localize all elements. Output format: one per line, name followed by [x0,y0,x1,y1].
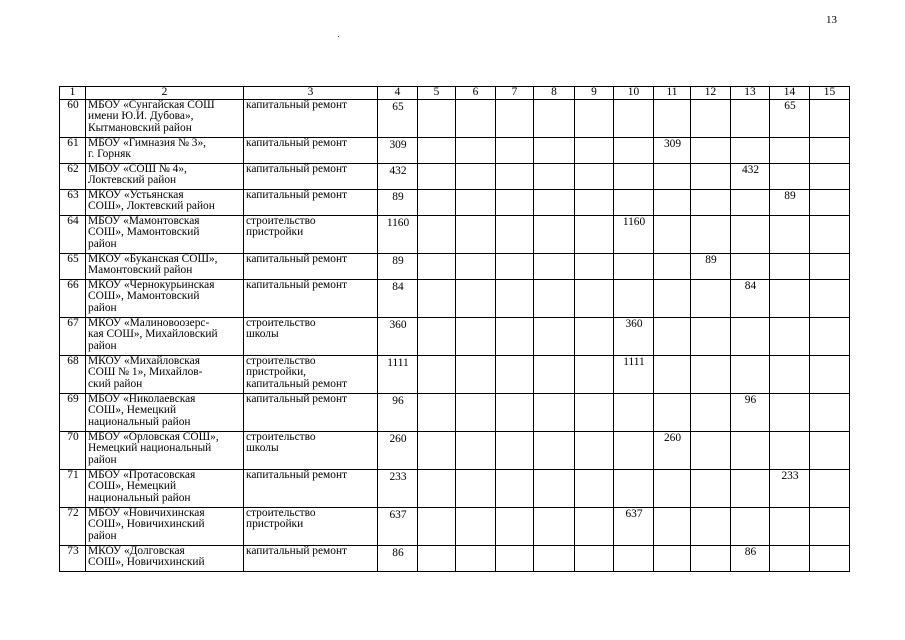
empty-cell [614,469,654,507]
scan-speck [338,36,339,37]
total-amount-cell: 233 [378,469,418,507]
row-number-cell: 70 [60,431,86,469]
empty-cell [575,317,614,355]
work-type-cell: строительство пристройки, капитальный ремонт [244,355,378,393]
empty-cell [575,215,614,253]
empty-cell [534,279,575,317]
school-name-cell: МБОУ «Новичихинская СОШ», Новичихинский район [86,507,244,545]
empty-cell [496,163,534,189]
empty-cell [418,431,456,469]
header-cell: 9 [575,87,614,100]
header-cell: 12 [691,87,731,100]
empty-cell [770,393,810,431]
school-name-cell: МКОУ «Долговская СОШ», Новичихинский [86,545,244,571]
table-row [60,393,850,431]
school-name-cell: МБОУ «Протасовская СОШ», Немецкий национальный район [86,469,244,507]
table-row [60,431,850,469]
empty-cell [534,393,575,431]
empty-cell [810,137,850,163]
empty-cell [575,469,614,507]
empty-cell [496,355,534,393]
empty-cell [691,189,731,215]
total-amount-cell: 360 [378,317,418,355]
work-type-cell: капитальный ремонт [244,545,378,571]
empty-cell [575,253,614,279]
funding-table [59,86,850,572]
empty-cell [654,163,691,189]
empty-cell [418,393,456,431]
school-name-cell: МБОУ «Гимназия № 3», г. Горняк [86,137,244,163]
empty-cell [575,355,614,393]
empty-cell [731,507,770,545]
empty-cell [496,431,534,469]
empty-cell [731,137,770,163]
row-number-cell: 61 [60,137,86,163]
empty-cell [614,99,654,137]
total-amount-cell: 89 [378,189,418,215]
year-amount-cell: 309 [654,137,691,163]
year-amount-cell: 89 [770,189,810,215]
school-name-cell: МБОУ «Николаевская СОШ», Немецкий национальный район [86,393,244,431]
empty-cell [534,469,575,507]
empty-cell [418,469,456,507]
empty-cell [691,393,731,431]
table-row [60,317,850,355]
empty-cell [418,253,456,279]
total-amount-cell: 260 [378,431,418,469]
table-row [60,355,850,393]
page-number: 13 [826,14,837,26]
empty-cell [418,189,456,215]
empty-cell [614,393,654,431]
empty-cell [770,163,810,189]
empty-cell [575,507,614,545]
year-amount-cell: 96 [731,393,770,431]
empty-cell [810,355,850,393]
empty-cell [654,279,691,317]
empty-cell [456,317,496,355]
empty-cell [496,189,534,215]
total-amount-cell: 637 [378,507,418,545]
empty-cell [810,545,850,571]
total-amount-cell: 84 [378,279,418,317]
empty-cell [418,137,456,163]
empty-cell [575,99,614,137]
empty-cell [614,431,654,469]
empty-cell [456,137,496,163]
header-cell: 13 [731,87,770,100]
empty-cell [456,355,496,393]
empty-cell [575,189,614,215]
empty-cell [456,163,496,189]
header-row [60,87,850,100]
work-type-cell: капитальный ремонт [244,163,378,189]
empty-cell [496,253,534,279]
empty-cell [575,137,614,163]
empty-cell [456,507,496,545]
empty-cell [770,279,810,317]
empty-cell [770,355,810,393]
empty-cell [654,507,691,545]
table-row [60,189,850,215]
school-name-cell: МБОУ «Мамонтовская СОШ», Мамонтовский район [86,215,244,253]
empty-cell [810,507,850,545]
empty-cell [614,163,654,189]
empty-cell [654,253,691,279]
empty-cell [496,469,534,507]
empty-cell [614,545,654,571]
empty-cell [731,253,770,279]
empty-cell [614,189,654,215]
school-name-cell: МБОУ «Орловская СОШ», Немецкий национальный район [86,431,244,469]
table-row [60,99,850,137]
header-cell: 6 [456,87,496,100]
empty-cell [691,545,731,571]
empty-cell [654,545,691,571]
year-amount-cell: 233 [770,469,810,507]
year-amount-cell: 86 [731,545,770,571]
empty-cell [534,99,575,137]
empty-cell [810,215,850,253]
empty-cell [810,469,850,507]
empty-cell [731,99,770,137]
empty-cell [418,163,456,189]
year-amount-cell: 1111 [614,355,654,393]
total-amount-cell: 1160 [378,215,418,253]
school-name-cell: МКОУ «Чернокурьинская СОШ», Мамонтовский район [86,279,244,317]
total-amount-cell: 432 [378,163,418,189]
empty-cell [575,431,614,469]
empty-cell [496,279,534,317]
empty-cell [614,137,654,163]
empty-cell [810,393,850,431]
empty-cell [654,355,691,393]
empty-cell [770,431,810,469]
empty-cell [654,215,691,253]
row-number-cell: 72 [60,507,86,545]
empty-cell [691,279,731,317]
empty-cell [575,163,614,189]
empty-cell [810,253,850,279]
empty-cell [731,215,770,253]
table-row [60,137,850,163]
year-amount-cell: 84 [731,279,770,317]
year-amount-cell: 89 [691,253,731,279]
row-number-cell: 68 [60,355,86,393]
school-name-cell: МКОУ «Малиновоозерс- кая СОШ», Михайловский район [86,317,244,355]
empty-cell [731,431,770,469]
table-row [60,545,850,571]
table-row [60,163,850,189]
empty-cell [456,545,496,571]
header-cell: 3 [244,87,378,100]
row-number-cell: 67 [60,317,86,355]
row-number-cell: 62 [60,163,86,189]
empty-cell [456,189,496,215]
empty-cell [418,545,456,571]
empty-cell [731,317,770,355]
table-row [60,469,850,507]
empty-cell [691,99,731,137]
table-row [60,215,850,253]
empty-cell [810,431,850,469]
empty-cell [654,469,691,507]
table-row [60,507,850,545]
empty-cell [731,355,770,393]
table-body [60,87,850,572]
header-cell: 5 [418,87,456,100]
empty-cell [534,163,575,189]
empty-cell [614,253,654,279]
empty-cell [456,215,496,253]
empty-cell [496,393,534,431]
empty-cell [691,507,731,545]
empty-cell [691,355,731,393]
work-type-cell: капитальный ремонт [244,189,378,215]
empty-cell [418,355,456,393]
empty-cell [654,317,691,355]
empty-cell [418,279,456,317]
empty-cell [418,99,456,137]
row-number-cell: 63 [60,189,86,215]
empty-cell [770,253,810,279]
empty-cell [691,163,731,189]
empty-cell [575,545,614,571]
empty-cell [496,215,534,253]
empty-cell [770,507,810,545]
work-type-cell: капитальный ремонт [244,99,378,137]
header-cell: 7 [496,87,534,100]
empty-cell [534,215,575,253]
school-name-cell: МКОУ «Буканская СОШ», Мамонтовский район [86,253,244,279]
school-name-cell: МБОУ «СОШ № 4», Локтевский район [86,163,244,189]
empty-cell [691,137,731,163]
empty-cell [534,253,575,279]
empty-cell [691,431,731,469]
empty-cell [731,189,770,215]
work-type-cell: капитальный ремонт [244,393,378,431]
work-type-cell: строительство пристройки [244,215,378,253]
empty-cell [534,431,575,469]
empty-cell [810,317,850,355]
empty-cell [575,393,614,431]
row-number-cell: 73 [60,545,86,571]
school-name-cell: МКОУ «Михайловская СОШ № 1», Михайлов- ский район [86,355,244,393]
total-amount-cell: 1111 [378,355,418,393]
total-amount-cell: 309 [378,137,418,163]
empty-cell [418,215,456,253]
header-cell: 8 [534,87,575,100]
empty-cell [496,507,534,545]
empty-cell [496,545,534,571]
empty-cell [691,469,731,507]
school-name-cell: МКОУ «Устьянская СОШ», Локтевский район [86,189,244,215]
work-type-cell: капитальный ремонт [244,469,378,507]
empty-cell [534,355,575,393]
year-amount-cell: 65 [770,99,810,137]
empty-cell [456,99,496,137]
empty-cell [534,317,575,355]
empty-cell [810,163,850,189]
header-cell: 14 [770,87,810,100]
row-number-cell: 66 [60,279,86,317]
empty-cell [810,189,850,215]
total-amount-cell: 65 [378,99,418,137]
year-amount-cell: 637 [614,507,654,545]
empty-cell [418,317,456,355]
empty-cell [810,99,850,137]
total-amount-cell: 86 [378,545,418,571]
empty-cell [691,317,731,355]
total-amount-cell: 89 [378,253,418,279]
year-amount-cell: 360 [614,317,654,355]
empty-cell [614,279,654,317]
header-cell: 11 [654,87,691,100]
year-amount-cell: 432 [731,163,770,189]
empty-cell [456,393,496,431]
empty-cell [534,189,575,215]
empty-cell [770,215,810,253]
work-type-cell: капитальный ремонт [244,253,378,279]
row-number-cell: 64 [60,215,86,253]
empty-cell [418,507,456,545]
school-name-cell: МБОУ «Сунгайская СОШ имени Ю.И. Дубова», Кытмановский район [86,99,244,137]
row-number-cell: 71 [60,469,86,507]
empty-cell [770,317,810,355]
work-type-cell: строительство школы [244,317,378,355]
table-row [60,279,850,317]
year-amount-cell: 260 [654,431,691,469]
empty-cell [534,137,575,163]
empty-cell [456,469,496,507]
empty-cell [496,99,534,137]
empty-cell [654,99,691,137]
header-cell: 15 [810,87,850,100]
header-cell: 10 [614,87,654,100]
empty-cell [456,279,496,317]
empty-cell [534,545,575,571]
empty-cell [456,431,496,469]
row-number-cell: 60 [60,99,86,137]
empty-cell [810,279,850,317]
empty-cell [691,215,731,253]
header-cell: 1 [60,87,86,100]
work-type-cell: капитальный ремонт [244,137,378,163]
empty-cell [496,137,534,163]
row-number-cell: 65 [60,253,86,279]
year-amount-cell: 1160 [614,215,654,253]
empty-cell [731,469,770,507]
empty-cell [770,137,810,163]
work-type-cell: капитальный ремонт [244,279,378,317]
empty-cell [575,279,614,317]
header-cell: 2 [86,87,244,100]
empty-cell [534,507,575,545]
table-row [60,253,850,279]
header-cell: 4 [378,87,418,100]
row-number-cell: 69 [60,393,86,431]
empty-cell [654,393,691,431]
empty-cell [770,545,810,571]
work-type-cell: строительство пристройки [244,507,378,545]
work-type-cell: строительство школы [244,431,378,469]
empty-cell [496,317,534,355]
empty-cell [456,253,496,279]
empty-cell [654,189,691,215]
total-amount-cell: 96 [378,393,418,431]
